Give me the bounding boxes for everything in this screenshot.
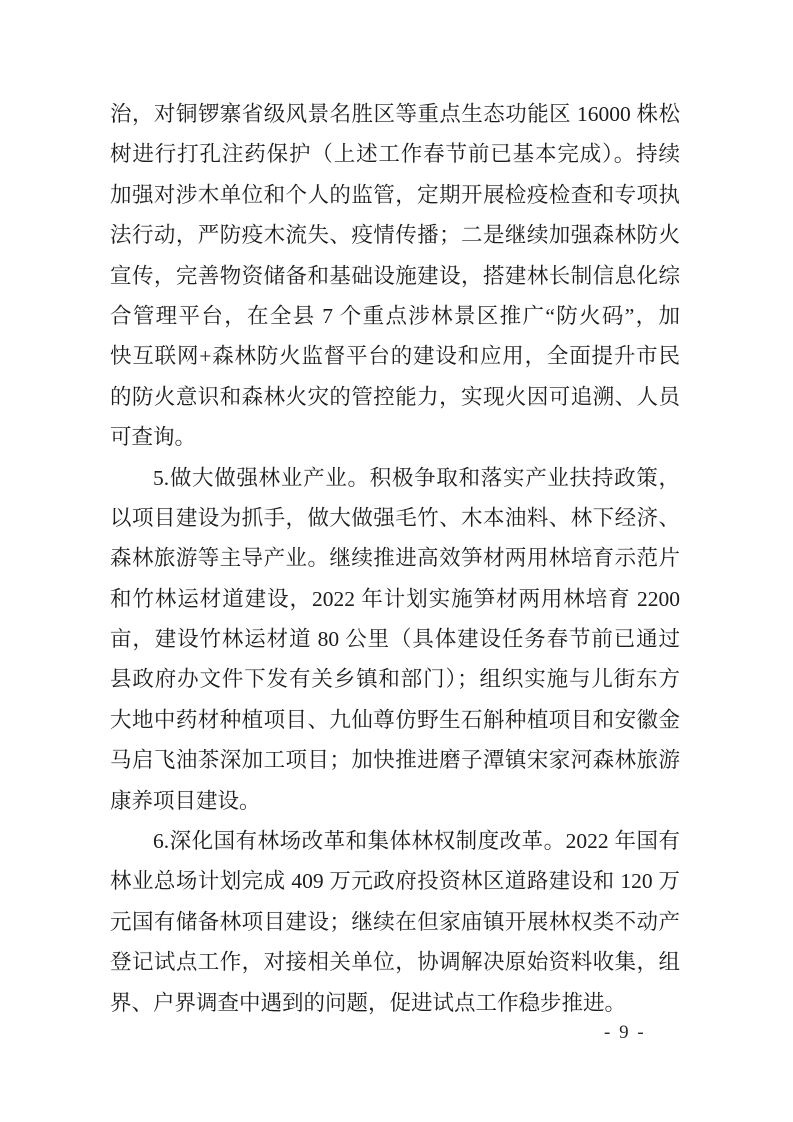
- text-line: 界、户界调查中遇到的问题，促进试点工作稳步推进。: [110, 990, 627, 1015]
- text-line: 加强对涉木单位和个人的监管，定期开展检疫检查和专项执: [110, 182, 680, 207]
- document-body: [110, 94, 680, 1023]
- text-line: 的防火意识和森林火灾的管控能力，实现火因可追溯、人员: [110, 384, 680, 409]
- text-line: 登记试点工作，对接相关单位，协调解决原始资料收集，组: [110, 950, 680, 975]
- text-line: 5.做大做强林业产业。积极争取和落实产业扶持政策，: [153, 465, 680, 490]
- text-line: 县政府办文件下发有关乡镇和部门）；组织实施与儿街东方: [110, 667, 680, 692]
- text-line: 合管理平台，在全县 7 个重点涉林景区推广“防火码”，加: [110, 303, 680, 328]
- text-line: 康养项目建设。: [110, 788, 261, 813]
- text-line: 元国有储备林项目建设；继续在但家庙镇开展林权类不动产: [110, 909, 680, 934]
- text-line: 治，对铜锣寨省级风景名胜区等重点生态功能区 16000 株松: [110, 102, 680, 126]
- text-line: 6.深化国有林场改革和集体林权制度改革。2022 年国有: [153, 829, 680, 854]
- text-line: 宣传，完善物资储备和基础设施建设，搭建林长制信息化综: [110, 263, 680, 288]
- page-number: - 9 -: [604, 1022, 646, 1043]
- text-line: 林业总场计划完成 409 万元政府投资林区道路建设和 120 万: [110, 869, 680, 894]
- text-line: 马启飞油茶深加工项目；加快推进磨子潭镇宋家河森林旅游: [110, 748, 680, 773]
- text-line: 快互联网+森林防火监督平台的建设和应用，全面提升市民: [110, 344, 680, 369]
- text-line: 法行动，严防疫木流失、疫情传播；二是继续加强森林防火: [110, 223, 680, 248]
- text-line: 树进行打孔注药保护（上述工作春节前已基本完成）。持续: [110, 142, 680, 167]
- text-line: 亩，建设竹林运材道 80 公里（具体建设任务春节前已通过: [110, 627, 680, 652]
- text-line: 以项目建设为抓手，做大做强毛竹、木本油料、林下经济、: [110, 505, 680, 530]
- text-line: 大地中药材种植项目、九仙尊仿野生石斛种植项目和安徽金: [110, 707, 680, 732]
- text-line: 和竹林运材道建设，2022 年计划实施笋材两用林培育 2200: [110, 586, 680, 611]
- text-line: 可查询。: [110, 425, 197, 450]
- text-line: 森林旅游等主导产业。继续推进高效笋材两用林培育示范片: [110, 546, 680, 571]
